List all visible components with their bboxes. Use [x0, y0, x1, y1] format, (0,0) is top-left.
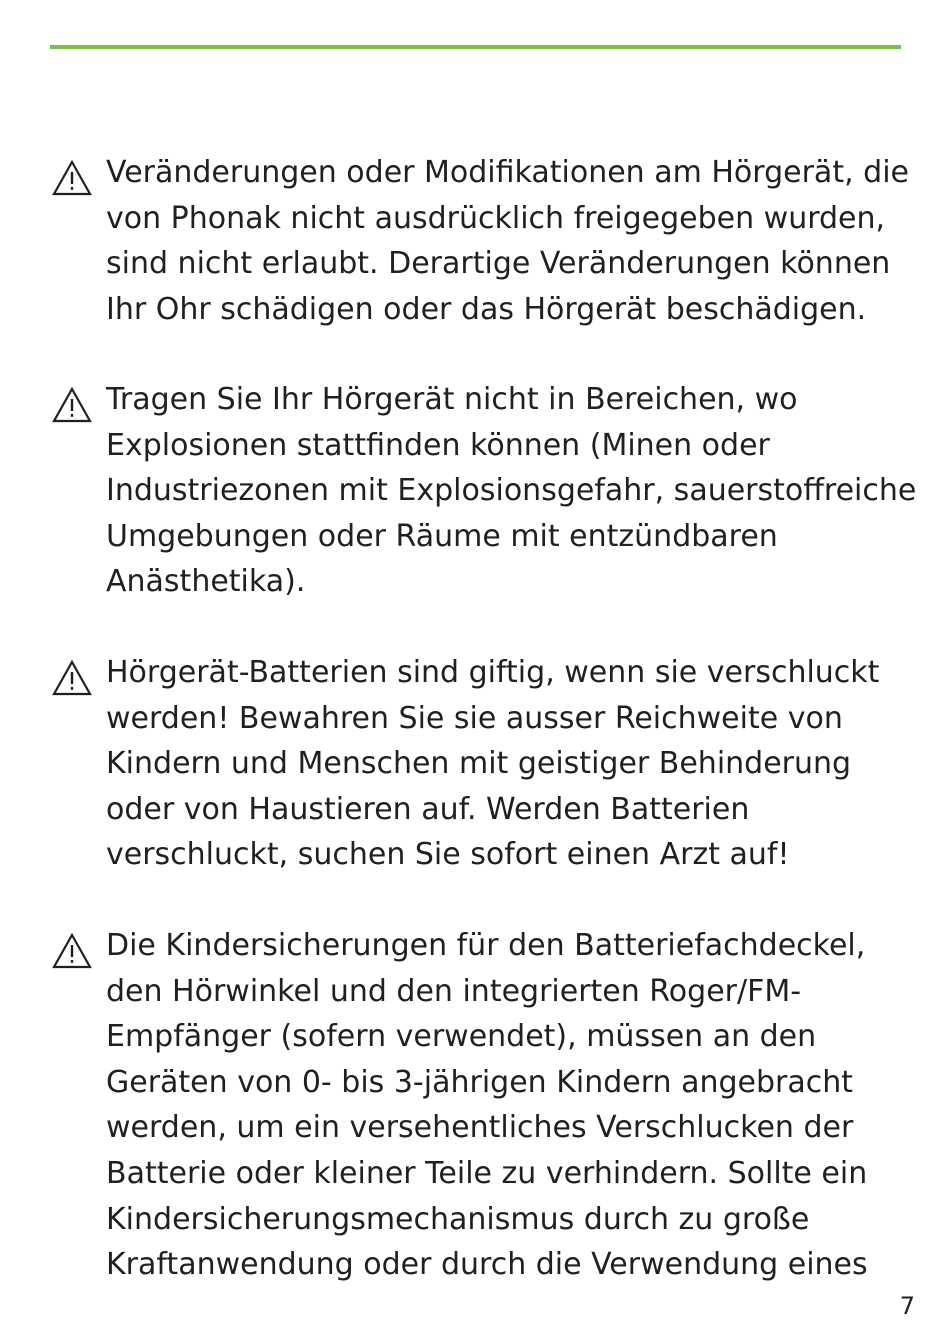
warning-block	[50, 150, 910, 332]
warning-text	[106, 650, 910, 878]
text-line: verschluckt, suchen Sie sofort einen Arzt auf!	[106, 837, 790, 873]
text-line: Tragen Sie Ihr Hörgerät nicht in Bereichen, wo	[106, 382, 798, 417]
text-line: Hörgerät-Batterien sind giftig, wenn sie verschluckt	[106, 655, 880, 690]
text-line: Industriezonen mit Explosionsgefahr, sauerstoffreiche	[106, 473, 917, 509]
text-line: Veränderungen oder Modifikationen am Hörgerät, die	[106, 155, 909, 190]
text-line: Explosionen stattfinden können (Minen oder	[106, 427, 770, 463]
text-line: Ihr Ohr schädigen oder das Hörgerät beschädigen.	[106, 291, 867, 327]
warning-block	[50, 377, 917, 605]
text-line: von Phonak nicht ausdrücklich freigegeben wurden,	[106, 200, 886, 236]
text-line: Empfänger (sofern verwendet), müssen an den	[106, 1019, 817, 1055]
warning-text	[106, 150, 910, 332]
warning-triangle-icon	[52, 933, 92, 969]
warning-text	[106, 377, 917, 605]
text-line: Kindersicherungsmechanismus durch zu große	[106, 1201, 810, 1237]
text-line: Die Kindersicherungen für den Batteriefachdeckel,	[106, 928, 866, 963]
text-line: Anästhetika).	[106, 564, 306, 600]
warning-text	[106, 923, 910, 1288]
text-line: Batterie oder kleiner Teile zu verhindern. Sollte ein	[106, 1155, 868, 1191]
text-line: Kraftanwendung oder durch die Verwendung eines	[106, 1247, 868, 1283]
warning-triangle-icon	[52, 387, 92, 423]
text-line: werden! Bewahren Sie sie ausser Reichweite von	[106, 700, 843, 736]
text-line: Geräten von 0- bis 3-jährigen Kindern angebracht	[106, 1064, 854, 1100]
page-number: 7	[899, 1292, 915, 1320]
top-accent-rule	[50, 45, 901, 49]
warning-block	[50, 923, 910, 1288]
text-line: den Hörwinkel und den integrierten Roger/FM-	[106, 973, 802, 1009]
text-line: Umgebungen oder Räume mit entzündbaren	[106, 518, 778, 554]
warning-triangle-icon	[52, 160, 92, 196]
warning-block	[50, 650, 910, 878]
text-line: Kindern und Menschen mit geistiger Behinderung	[106, 746, 852, 782]
text-line: sind nicht erlaubt. Derartige Veränderungen können	[106, 246, 891, 282]
text-line: oder von Haustieren auf. Werden Batterien	[106, 791, 750, 827]
warning-triangle-icon	[52, 660, 92, 696]
text-line: werden, um ein versehentliches Verschlucken der	[106, 1110, 854, 1146]
